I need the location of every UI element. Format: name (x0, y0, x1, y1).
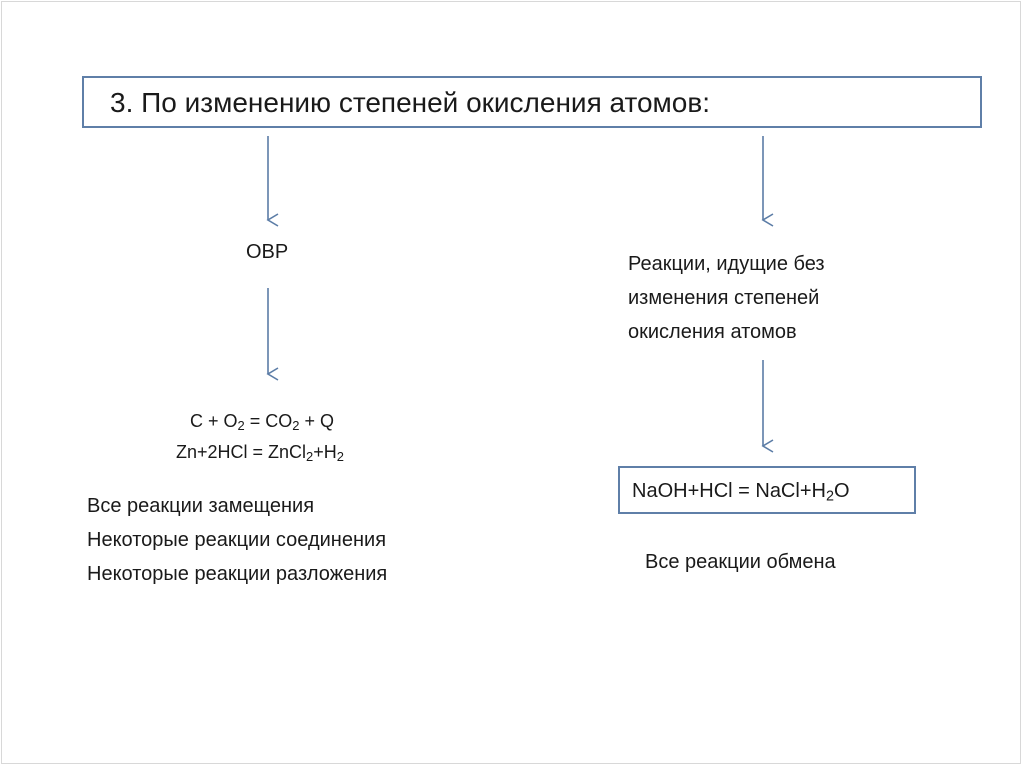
right-example: Все реакции обмена (645, 551, 836, 573)
left-example-2: Некоторые реакции соединения (87, 529, 387, 551)
eq2-sub-a: 2 (306, 449, 314, 465)
eq3-sub-a: 2 (825, 488, 834, 505)
eq3-part-a: NaOH+HCl = NaCl+H (632, 480, 826, 502)
left-example-1: Все реакции замещения (87, 495, 315, 517)
eq2-sub-b: 2 (336, 449, 344, 465)
eq3-part-b: O (833, 480, 850, 502)
ovr-heading: ОВР (246, 241, 289, 263)
eq1-sub-a: 2 (237, 418, 245, 434)
equation-substitution (176, 441, 344, 463)
eq1-part-b: = CO (244, 411, 293, 431)
eq2-part-b: +H (313, 442, 337, 462)
left-example-3: Некоторые реакции разложения (87, 563, 388, 585)
equation-neutralization (632, 478, 850, 504)
eq1-part-a: C + O (190, 411, 238, 431)
non-redox-heading-line-2: изменения степеней (628, 287, 820, 309)
eq1-sub-b: 2 (292, 418, 300, 434)
non-redox-heading-line-1: Реакции, идущие без (628, 253, 825, 275)
eq2-part-a: Zn+2HCl = ZnCl (176, 442, 307, 462)
equation-combustion (190, 410, 334, 432)
non-redox-heading-line-3: окисления атомов (628, 321, 797, 343)
eq1-part-c: + Q (299, 411, 334, 431)
slide-title: 3. По изменению степеней окисления атомов: (110, 87, 711, 118)
